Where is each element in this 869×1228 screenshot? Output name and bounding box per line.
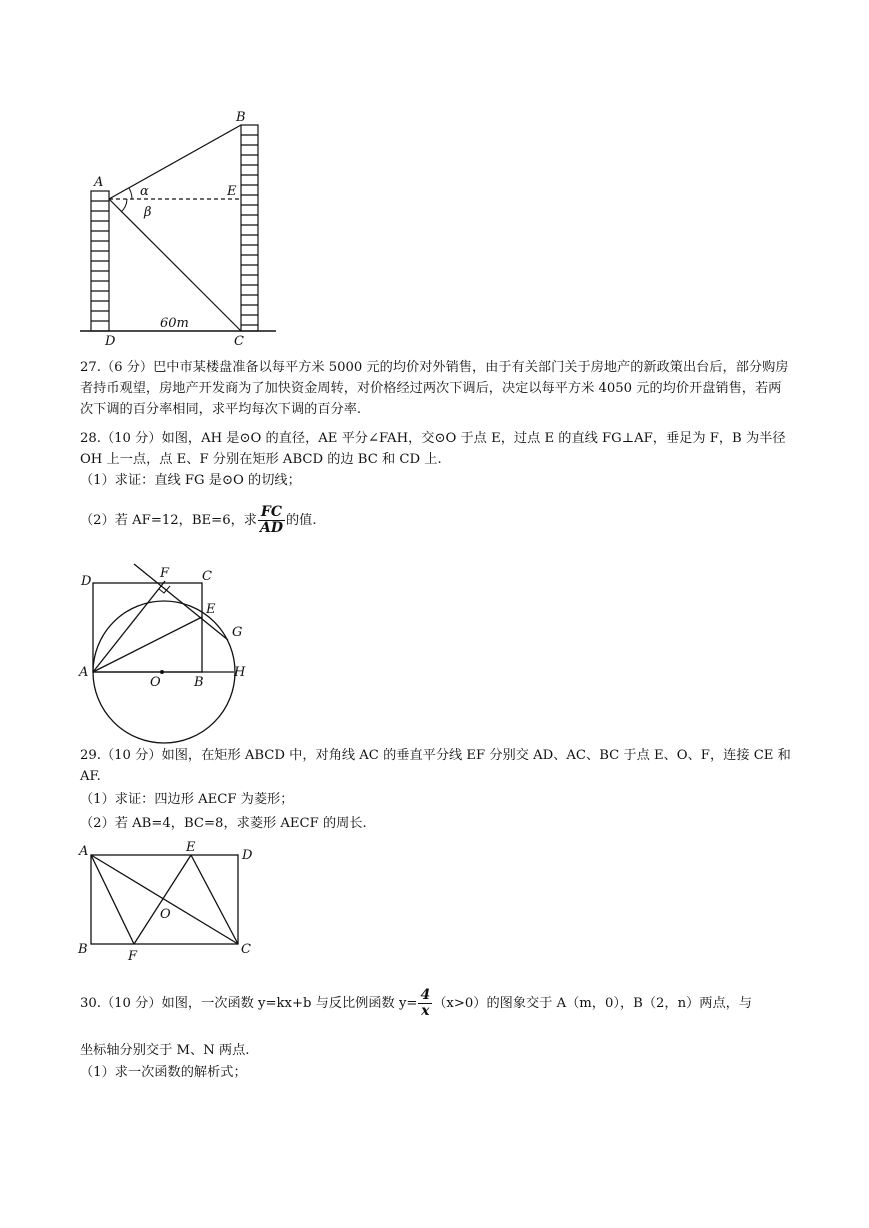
label-distance: 60m bbox=[160, 316, 189, 331]
label-g: G bbox=[232, 625, 243, 640]
question-30 bbox=[80, 988, 792, 1019]
fraction-4-over-x bbox=[418, 988, 432, 1019]
center-o-dot bbox=[160, 670, 164, 674]
label-f: F bbox=[160, 566, 170, 581]
label-d: D bbox=[242, 848, 253, 863]
segment-ef bbox=[134, 855, 191, 944]
question-29-part-2: （2）若 AB=4，BC=8，求菱形 AECF 的周长. bbox=[80, 816, 367, 831]
fraction-numerator: FC bbox=[258, 505, 285, 521]
segment-ae bbox=[93, 617, 202, 672]
angle-beta-arc bbox=[121, 199, 127, 212]
label-o: O bbox=[160, 907, 171, 922]
label-b: B bbox=[194, 675, 204, 690]
question-28-part-1: （1）求证：直线 FG 是⊙O 的切线； bbox=[80, 473, 301, 488]
segment-ce bbox=[191, 855, 238, 944]
label-c: C bbox=[202, 569, 212, 584]
label-b: B bbox=[236, 110, 246, 125]
label-f: F bbox=[128, 949, 138, 964]
label-h: H bbox=[234, 665, 246, 680]
label-o: O bbox=[150, 675, 161, 690]
q30-prefix: 30.（10 分）如图，一次函数 y=kx+b 与反比例函数 y= bbox=[80, 996, 418, 1011]
left-building bbox=[91, 191, 109, 331]
fraction-numerator: 4 bbox=[420, 987, 431, 1003]
circle-figure bbox=[76, 560, 276, 740]
label-b: B bbox=[78, 942, 88, 957]
question-28: 28.（10 分）如图，AH 是⊙O 的直径，AE 平分∠FAH，交⊙O 于点 E，过点 E 的直线 FG⊥AF，垂足为 F，B 为半径 OH 上一点，点 E、F 分别在矩形 ABCD 的边 BC 和 CD 上. bbox=[80, 431, 786, 467]
label-d: D bbox=[105, 334, 116, 349]
label-c: C bbox=[241, 942, 251, 957]
label-a: A bbox=[79, 844, 89, 859]
right-building bbox=[241, 125, 258, 331]
sightline-ab bbox=[109, 125, 241, 199]
tower-figure bbox=[76, 106, 282, 349]
label-beta: β bbox=[144, 205, 152, 220]
fraction-denominator: AD bbox=[259, 520, 283, 536]
question-29-part-1: （1）求证：四边形 AECF 为菱形； bbox=[80, 792, 294, 807]
fraction-fc-ad bbox=[258, 505, 285, 536]
question-28-part-2 bbox=[80, 505, 792, 536]
fraction-denominator: x bbox=[421, 1003, 430, 1019]
label-e: E bbox=[227, 184, 237, 199]
label-d: D bbox=[81, 574, 92, 589]
label-alpha: α bbox=[140, 184, 149, 199]
question-30-line-2: 坐标轴分别交于 M、N 两点. bbox=[80, 1043, 250, 1058]
label-e: E bbox=[206, 602, 216, 617]
sightline-ac bbox=[109, 199, 241, 331]
part-2-suffix: 的值. bbox=[285, 513, 317, 528]
question-27: 27.（6 分）巴中市某楼盘准备以每平方米 5000 元的均价对外销售，由于有关部门关于房地产的新政策出台后，部分购房者持币观望，房地产开发商为了加快资金周转，对价格经过两次下调后，决定以每平方米 4050 元的均价开盘销售，若两次下调的百分率相同，求平均每次下调的百分率. bbox=[80, 360, 789, 417]
part-2-prefix: （2）若 AF=12，BE=6，求 bbox=[80, 513, 257, 528]
rhombus-figure bbox=[76, 836, 266, 966]
label-e: E bbox=[186, 840, 196, 855]
angle-alpha-arc bbox=[129, 188, 132, 199]
label-c: C bbox=[234, 334, 244, 349]
question-29: 29.（10 分）如图，在矩形 ABCD 中，对角线 AC 的垂直平分线 EF 分别交 AD、AC、BC 于点 E、O、F，连接 CE 和 AF. bbox=[80, 748, 791, 784]
question-30-part-1: （1）求一次函数的解析式； bbox=[80, 1065, 247, 1080]
label-a: A bbox=[94, 175, 104, 190]
label-a: A bbox=[79, 665, 89, 680]
q30-suffix: （x>0）的图象交于 A（m，0），B（2，n）两点，与 bbox=[433, 996, 753, 1011]
segment-af bbox=[93, 581, 165, 672]
